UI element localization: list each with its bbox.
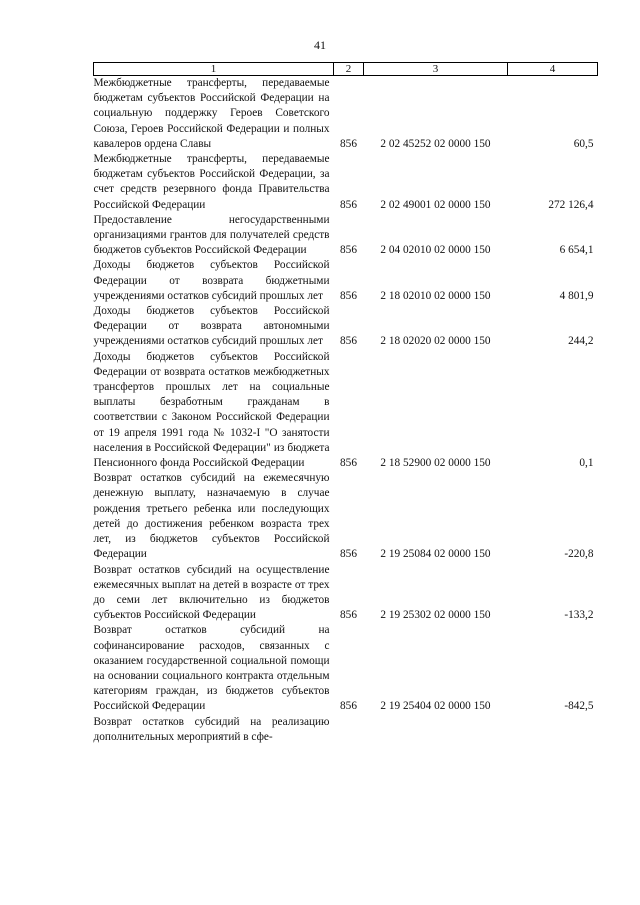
table-row [94,258,598,304]
row-amount: -220,8 [564,548,594,561]
row-description: Межбюджетные трансферты, передаваемые бюджетам субъектов Российской Федерации на социальную поддержку Героев Советского Союза, Героев Российской Федерации и полных кавалеров ордена Славы [93,77,330,150]
row-budget-code: 2 04 02010 02 0000 150 [380,244,491,257]
budget-table [93,62,598,745]
row-description: Предоставление негосударственными организациями грантов для получателей средств бюджетов субъектов Российской Федерации [93,213,330,257]
table-row [94,471,598,562]
row-admin-code: 856 [340,289,357,302]
row-admin-code: 856 [340,137,357,150]
row-budget-code: 2 18 52900 02 0000 150 [380,457,491,470]
row-budget-code [364,715,508,745]
row-budget-code: 2 02 49001 02 0000 150 [380,198,491,211]
row-admin-code: 856 [340,244,357,257]
table-row [94,304,598,350]
row-amount [508,715,598,745]
row-admin-code: 856 [340,548,357,561]
row-admin-code: 856 [340,335,357,348]
row-description: Возврат остатков субсидий на осуществление ежемесячных выплат на детей в возрасте от трех до семи лет включительно из бюджетов субъектов Российской Федерации [93,563,330,622]
row-budget-code: 2 19 25084 02 0000 150 [380,548,491,561]
column-header-4: 4 [508,63,598,76]
row-description: Возврат остатков субсидий на реализацию дополнительных мероприятий в сфе- [93,715,330,743]
row-amount: 4 801,9 [559,289,594,302]
row-amount: 60,5 [573,137,594,150]
table-row [94,563,598,624]
row-amount: 244,2 [568,335,594,348]
row-description: Доходы бюджетов субъектов Российской Федерации от возврата остатков межбюджетных трансфертов прошлых лет на социальные выплаты безработным гражданам в соответствии с Законом Российской Федерации от 19 апреля 1991 года № 1032-I "О занятости населения в Российской Федерации" из бюджета Пенсионного фонда Российской Федерации [93,350,330,470]
table-row [94,152,598,213]
row-admin-code [334,715,364,745]
row-admin-code: 856 [340,700,357,713]
column-header-2: 2 [334,63,364,76]
table-row [94,350,598,472]
column-header-1: 1 [94,63,334,76]
row-description: Межбюджетные трансферты, передаваемые бюджетам субъектов Российской Федерации, за счет средств резервного фонда Правительства Российской Федерации [93,153,330,211]
table-header-row [94,63,598,76]
row-admin-code: 856 [340,457,357,470]
row-budget-code: 2 02 45252 02 0000 150 [380,137,491,150]
row-description: Возврат остатков субсидий на софинансирование расходов, связанных с оказанием государственной социальной помощи на основании социального контракта отдельным категориям граждан, из бюджетов субъектов Российской Федерации [93,624,330,713]
row-amount: -842,5 [564,700,594,713]
row-budget-code: 2 19 25404 02 0000 150 [380,700,491,713]
row-budget-code: 2 18 02020 02 0000 150 [380,335,491,348]
row-amount: 0,1 [579,457,594,470]
row-description: Доходы бюджетов субъектов Российской Федерации от возврата бюджетными учреждениями остатков субсидий прошлых лет [93,259,330,302]
row-description: Доходы бюджетов субъектов Российской Федерации от возврата автономными учреждениями остатков субсидий прошлых лет [93,305,330,348]
row-admin-code: 856 [340,609,357,622]
row-budget-code: 2 19 25302 02 0000 150 [380,609,491,622]
table-row [94,76,598,153]
page-number: 41 [314,38,326,52]
row-admin-code: 856 [340,198,357,211]
table-row [94,623,598,714]
row-amount: -133,2 [564,609,594,622]
table-row [94,715,598,745]
row-amount: 272 126,4 [548,198,594,211]
row-budget-code: 2 18 02010 02 0000 150 [380,289,491,302]
column-header-3: 3 [364,63,508,76]
row-amount: 6 654,1 [559,244,594,257]
table-row [94,213,598,259]
row-description: Возврат остатков субсидий на ежемесячную денежную выплату, назначаемую в случае рождения третьего ребенка или последующих детей до достижения ребенком возраста трех лет, из бюджетов субъектов Российской Федерации [93,472,330,561]
